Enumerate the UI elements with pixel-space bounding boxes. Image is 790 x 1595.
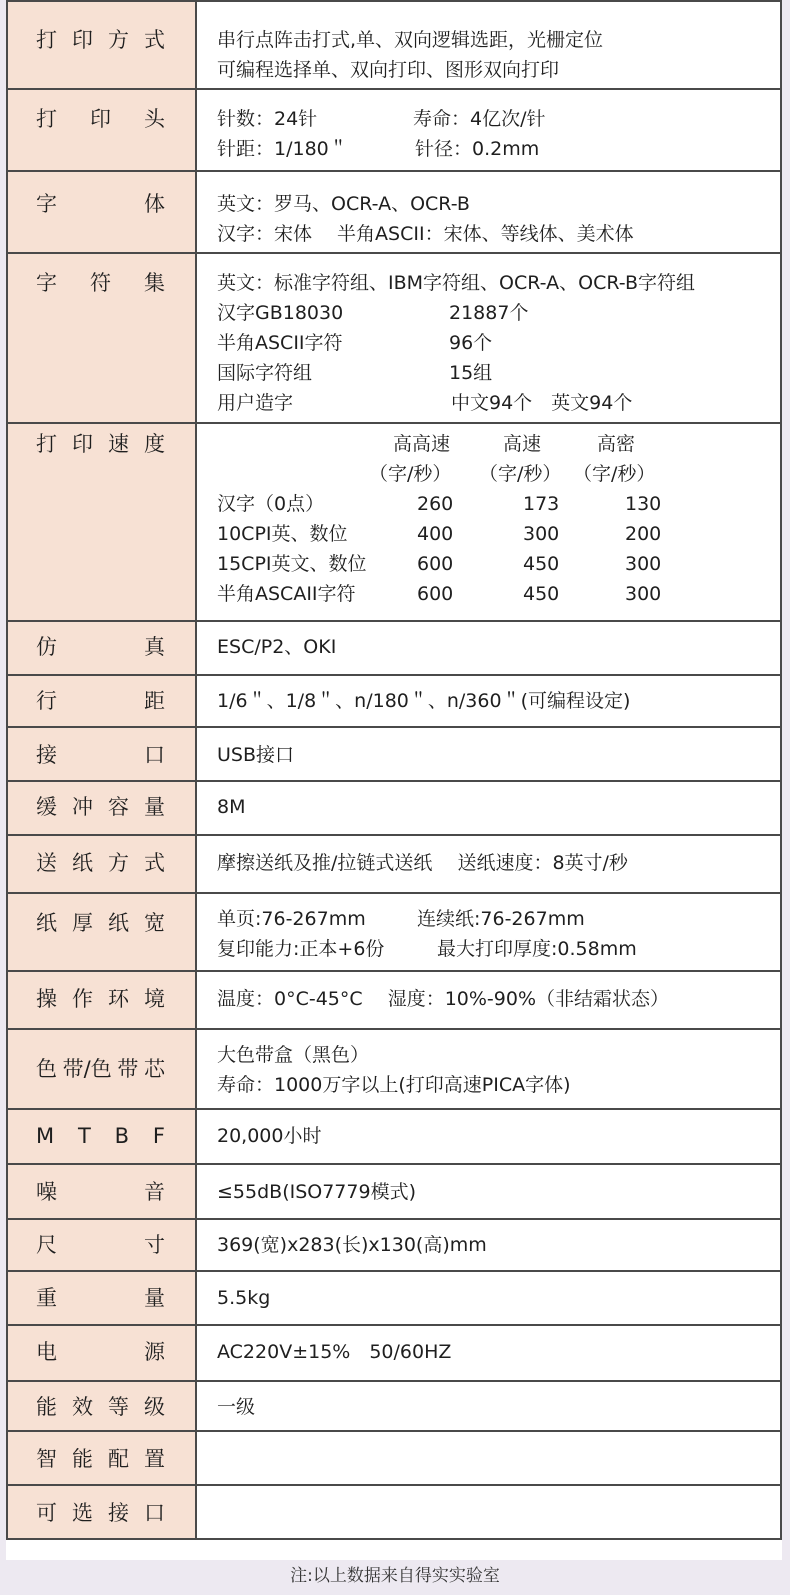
spec-label (8, 622, 195, 662)
spec-row (7, 1219, 781, 1271)
spec-pair-line (217, 104, 780, 134)
label-char: F (152, 1124, 165, 1148)
speed-value: 173 (523, 493, 560, 515)
spec-label (8, 1382, 195, 1422)
spec-label (8, 1326, 195, 1367)
spec-line: ESC/P2、OKI (217, 636, 337, 658)
spec-row (7, 621, 781, 675)
label-char: 效 (72, 1395, 93, 1419)
charset-count: 21887个 (449, 302, 529, 324)
label-char: T (77, 1124, 91, 1148)
spec-row (7, 1485, 781, 1539)
label-char: 印 (90, 107, 111, 131)
spec-value-cell (196, 893, 781, 971)
speed-col-unit: （字/秒） (479, 463, 562, 485)
spec-pair-line (217, 934, 780, 964)
spec-value (197, 1272, 780, 1313)
speed-col-header: 高密 (597, 433, 636, 455)
label-char: 带 (117, 1057, 139, 1081)
spec-value-cell (196, 675, 781, 727)
footer-note: 注:以上数据来自得实实验室 (290, 1566, 500, 1586)
label-char: 缓 (36, 795, 57, 819)
speed-row (217, 549, 780, 579)
label-char: B (114, 1124, 130, 1148)
spec-line: 一级 (217, 1396, 256, 1418)
spec-label-cell (7, 423, 196, 621)
label-char: 环 (108, 987, 129, 1011)
spec-value-cell (196, 727, 781, 781)
spec-label-cell (7, 1, 196, 89)
spec-value-cell (196, 1164, 781, 1219)
label-char: 度 (144, 432, 165, 456)
label-char: 冲 (72, 795, 93, 819)
label-char: 容 (108, 795, 129, 819)
spec-row (7, 1271, 781, 1325)
spec-line: 串行点阵击打式,单、双向逻辑选距，光栅定位 (217, 29, 604, 51)
speed-col-unit: （字/秒） (573, 463, 656, 485)
spec-label (8, 836, 195, 878)
label-char: 行 (36, 689, 57, 713)
spec-line: ≤55dB(ISO7779模式) (217, 1181, 416, 1203)
spec-pair-line (217, 904, 780, 934)
label-char: 字 (36, 192, 57, 216)
spec-label-cell (7, 781, 196, 835)
spec-row (7, 675, 781, 727)
label-char: 智 (36, 1447, 57, 1471)
label-char: 式 (144, 851, 165, 875)
label-char: 方 (108, 851, 129, 875)
spec-value-cell (196, 971, 781, 1029)
speed-value: 400 (417, 523, 454, 545)
spec-value-cell (196, 835, 781, 893)
spec-row (7, 1109, 781, 1164)
spec-label-cell (7, 253, 196, 423)
spec-line: 1/6＂、1/8＂、n/180＂、n/360＂(可编程设定) (217, 690, 631, 712)
label-char: 体 (144, 192, 165, 216)
charset-count: 96个 (449, 332, 493, 354)
spec-value (197, 836, 780, 878)
spec-row (7, 171, 781, 253)
spec-line: 英文：罗马、OCR-A、OCR-B (217, 193, 470, 215)
spec-value-cell (196, 1485, 781, 1539)
speed-col-header: 高高速 (393, 433, 451, 455)
spec-label-cell (7, 1109, 196, 1164)
spec-line: 8M (217, 796, 246, 818)
spec-value-cell (196, 1, 781, 89)
label-char: 送 (36, 851, 57, 875)
spec-line: 汉字：宋体 半角ASCII：宋体、等线体、美术体 (217, 223, 634, 245)
label-char: 纸 (36, 911, 57, 935)
label-char: 选 (72, 1501, 93, 1525)
spec-item: 针距：1/180＂ (217, 138, 348, 160)
spec-item: 单页:76-267mm (217, 908, 366, 930)
speed-value: 450 (523, 583, 560, 605)
spec-label (8, 1030, 195, 1084)
label-char: 打 (36, 432, 57, 456)
spec-value (197, 894, 780, 964)
label-char: 能 (36, 1395, 57, 1419)
speed-mode: 半角ASCAII字符 (217, 583, 356, 605)
charset-count: 中文94个 英文94个 (451, 392, 633, 414)
label-char: 集 (144, 271, 165, 295)
spec-value-cell (196, 781, 781, 835)
spec-label (8, 894, 195, 938)
spec-label (8, 1165, 195, 1207)
label-char: 打 (36, 107, 57, 131)
spec-label-cell (7, 1164, 196, 1219)
label-char: 速 (108, 432, 129, 456)
spec-value-cell (196, 1325, 781, 1381)
speed-value: 130 (625, 493, 662, 515)
charset-row (217, 388, 780, 418)
charset-name: 国际字符组 (217, 362, 313, 384)
label-char: 等 (108, 1395, 129, 1419)
spec-value (197, 1030, 780, 1100)
label-char: 置 (144, 1447, 165, 1471)
spec-label-cell (7, 1325, 196, 1381)
spec-label (8, 782, 195, 822)
spec-label-cell (7, 893, 196, 971)
spec-label (8, 424, 195, 459)
spec-row (7, 1381, 781, 1431)
spec-label-cell (7, 1431, 196, 1485)
spec-label (8, 1272, 195, 1313)
spec-row (7, 971, 781, 1029)
spec-value (197, 1382, 780, 1422)
label-char: 印 (72, 28, 93, 52)
charset-line: 英文：标准字符组、IBM字符组、OCR-A、OCR-B字符组 (217, 272, 695, 294)
spec-item: 复印能力:正本+6份 (217, 938, 385, 960)
spec-value (197, 1486, 780, 1498)
speed-col-header: 高速 (503, 433, 542, 455)
spec-line: 369(宽)x283(长)x130(高)mm (217, 1234, 487, 1256)
spec-table (6, 0, 782, 1540)
speed-row (217, 579, 780, 609)
charset-name: 半角ASCII字符 (217, 332, 343, 354)
speed-value: 450 (523, 553, 560, 575)
label-char: 尺 (36, 1233, 57, 1257)
spec-value-cell (196, 1109, 781, 1164)
spec-value-cell (196, 1219, 781, 1271)
label-char: 色 (36, 1057, 57, 1081)
label-char: 芯 (144, 1057, 165, 1081)
spec-row (7, 1325, 781, 1381)
spec-row (7, 89, 781, 171)
label-char: 纸 (108, 911, 129, 935)
speed-row (217, 489, 780, 519)
charset-name: 汉字GB18030 (217, 302, 344, 324)
spec-value-cell (196, 89, 781, 171)
spec-value (197, 1110, 780, 1151)
label-char: 寸 (144, 1233, 165, 1257)
spec-value-cell (196, 1431, 781, 1485)
spec-row (7, 1164, 781, 1219)
label-char: 厚 (72, 911, 93, 935)
spec-item: 寿命：4亿次/针 (413, 108, 546, 130)
speed-mode: 汉字（0点） (217, 493, 325, 515)
charset-row (217, 328, 780, 358)
spec-label (8, 676, 195, 716)
spec-value-cell (196, 171, 781, 253)
spec-label (8, 2, 195, 55)
spec-value-cell (196, 1381, 781, 1431)
spec-line: 寿命：1000万字以上(打印高速PICA字体) (217, 1074, 571, 1096)
spec-row (7, 727, 781, 781)
label-char: 级 (144, 1395, 165, 1419)
label-char: 噪 (36, 1180, 57, 1204)
spec-value (197, 1326, 780, 1367)
label-char: 音 (144, 1180, 165, 1204)
spec-label-cell (7, 171, 196, 253)
label-char: 境 (144, 987, 165, 1011)
spec-value (197, 1220, 780, 1260)
spec-label-cell (7, 835, 196, 893)
spec-label-cell (7, 1029, 196, 1109)
spec-line: AC220V±15% 50/60HZ (217, 1341, 452, 1363)
label-char: 方 (108, 28, 129, 52)
label-char: 打 (36, 28, 57, 52)
spec-value (197, 1165, 780, 1207)
spec-value-cell (196, 253, 781, 423)
spec-label (8, 1220, 195, 1260)
label-char: 电 (36, 1340, 57, 1364)
label-char: 口 (144, 743, 165, 767)
speed-value: 260 (417, 493, 454, 515)
label-char: 重 (36, 1286, 57, 1310)
label-char: 接 (36, 743, 57, 767)
spec-value-cell (196, 1029, 781, 1109)
spec-label-cell (7, 675, 196, 727)
spec-line: 温度：0°C-45°C 湿度：10%-90%（非结霜状态） (217, 988, 670, 1010)
label-char: 量 (144, 1286, 165, 1310)
spec-pair-line (217, 134, 780, 164)
label-char: 配 (108, 1447, 129, 1471)
spec-label-cell (7, 1381, 196, 1431)
spec-value (197, 2, 780, 85)
label-char: 能 (72, 1447, 93, 1471)
label-char: 符 (90, 271, 111, 295)
spec-value (197, 1432, 780, 1444)
spec-row (7, 1431, 781, 1485)
label-char: 距 (144, 689, 165, 713)
spec-value (197, 782, 780, 822)
charset-row (217, 298, 780, 328)
spec-value (197, 254, 780, 418)
speed-mode: 10CPI英、数位 (217, 523, 348, 545)
label-char: 操 (36, 987, 57, 1011)
label-char: 头 (144, 107, 165, 131)
speed-units (217, 459, 780, 489)
spec-label (8, 972, 195, 1014)
label-char: 仿 (36, 635, 57, 659)
spec-line: 5.5kg (217, 1287, 271, 1309)
spec-line: 大色带盒（黑色） (217, 1044, 370, 1066)
speed-value: 300 (625, 583, 662, 605)
label-char: 印 (72, 432, 93, 456)
spec-value (197, 676, 780, 716)
spec-row (7, 423, 781, 621)
spec-label (8, 90, 195, 134)
spec-item: 连续纸:76-267mm (417, 908, 585, 930)
spec-label (8, 254, 195, 298)
label-char: 真 (144, 635, 165, 659)
label-char: 量 (144, 795, 165, 819)
spec-item: 针数：24针 (217, 108, 318, 130)
spec-label (8, 172, 195, 219)
spec-label-cell (7, 1271, 196, 1325)
label-char: 带/色 (62, 1057, 112, 1081)
spec-line: 20,000小时 (217, 1125, 322, 1147)
label-char: 源 (144, 1340, 165, 1364)
speed-value: 200 (625, 523, 662, 545)
spec-label-cell (7, 971, 196, 1029)
spec-value (197, 972, 780, 1014)
spec-value (197, 622, 780, 662)
speed-col-unit: （字/秒） (369, 463, 452, 485)
speed-header (217, 429, 780, 459)
spec-value-cell (196, 423, 781, 621)
charset-count: 15组 (449, 362, 493, 384)
spec-row (7, 1029, 781, 1109)
spec-label (8, 1110, 195, 1151)
spec-value (197, 90, 780, 164)
speed-value: 300 (523, 523, 560, 545)
spec-label-cell (7, 727, 196, 781)
spec-label (8, 728, 195, 770)
spec-value-cell (196, 1271, 781, 1325)
spec-label-cell (7, 621, 196, 675)
label-char: 字 (36, 271, 57, 295)
spec-row (7, 253, 781, 423)
spec-label-cell (7, 89, 196, 171)
label-char: 式 (144, 28, 165, 52)
spec-row (7, 781, 781, 835)
label-char: 口 (144, 1501, 165, 1525)
label-char: M (36, 1124, 55, 1148)
speed-row (217, 519, 780, 549)
spec-value (197, 172, 780, 249)
spec-row (7, 1, 781, 89)
label-char: 接 (108, 1501, 129, 1525)
spec-line: 摩擦送纸及推/拉链式送纸 送纸速度：8英寸/秒 (217, 852, 628, 874)
spec-label (8, 1486, 195, 1528)
label-char: 可 (36, 1501, 57, 1525)
spec-label (8, 1432, 195, 1474)
spec-row (7, 835, 781, 893)
speed-mode: 15CPI英文、数位 (217, 553, 367, 575)
spec-line: 可编程选择单、双向打印、图形双向打印 (217, 59, 560, 81)
spec-line: USB接口 (217, 744, 295, 766)
spec-value-cell (196, 621, 781, 675)
spec-value (197, 728, 780, 770)
speed-value: 300 (625, 553, 662, 575)
spec-item: 针径：0.2mm (415, 138, 540, 160)
charset-name: 用户造字 (217, 392, 294, 414)
spec-row (7, 893, 781, 971)
speed-value: 600 (417, 583, 454, 605)
spec-value (197, 424, 780, 609)
speed-value: 600 (417, 553, 454, 575)
label-char: 纸 (72, 851, 93, 875)
label-char: 宽 (144, 911, 165, 935)
charset-row (217, 358, 780, 388)
spec-label-cell (7, 1485, 196, 1539)
spec-label-cell (7, 1219, 196, 1271)
spec-item: 最大打印厚度:0.58mm (437, 938, 637, 960)
label-char: 作 (72, 987, 93, 1011)
